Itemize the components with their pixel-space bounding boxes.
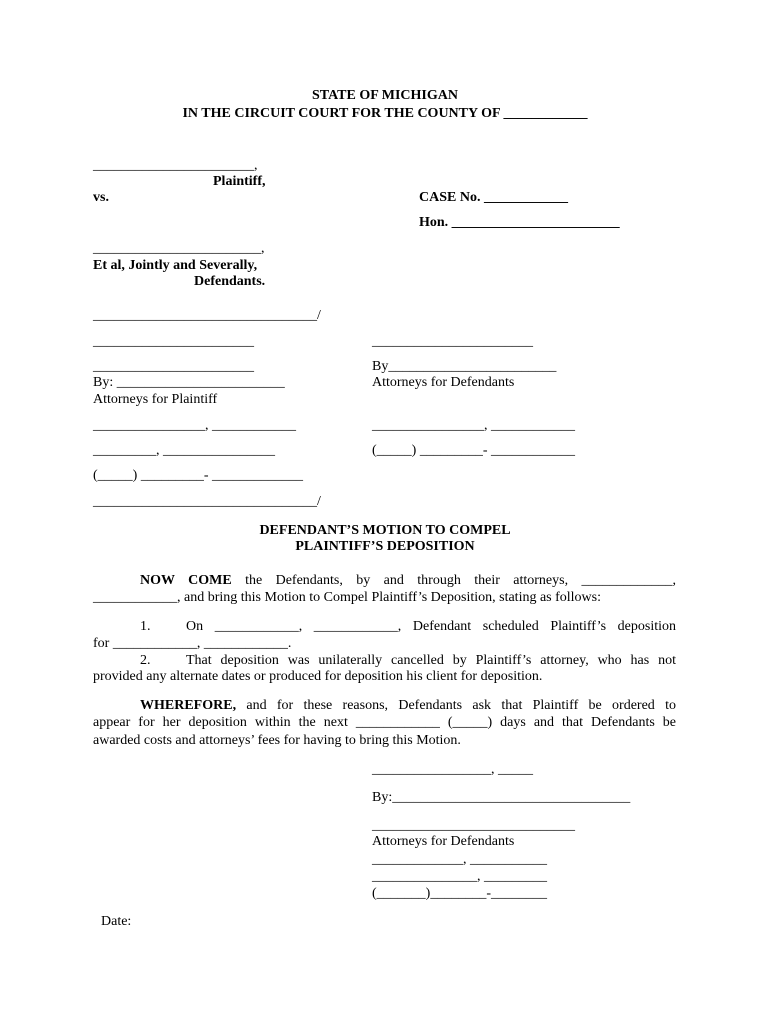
intro-text: the Defendants, by and through their attorneys, _____________, bbox=[231, 573, 676, 588]
signature-name-line: _____________________________ bbox=[372, 818, 575, 833]
signature-address: _____________, ___________ bbox=[372, 852, 547, 867]
motion-title: DEFENDANT’S MOTION TO COMPEL bbox=[259, 523, 511, 538]
defendant-attorney-line: _______________________ bbox=[372, 334, 533, 349]
caption-divider: ________________________________/ bbox=[93, 308, 321, 323]
now-come-label: NOW COME bbox=[140, 573, 232, 588]
signature-city: _______________, _________ bbox=[372, 869, 547, 884]
signature-date-line: _________________, _____ bbox=[372, 762, 533, 777]
case-number: CASE No. ____________ bbox=[419, 190, 568, 205]
date-label: Date: bbox=[101, 914, 132, 929]
judge-name: Hon. ________________________ bbox=[419, 215, 620, 230]
defendants-label: Defendants. bbox=[194, 274, 266, 289]
defendant-name-blank: ________________________, bbox=[93, 241, 265, 256]
plaintiff-name-blank: _______________________, bbox=[93, 158, 258, 173]
plaintiff-attorney-line: _______________________ bbox=[93, 359, 254, 374]
paragraph-number: 1. bbox=[140, 619, 151, 634]
vs-label: vs. bbox=[93, 190, 109, 205]
plaintiff-attorney-by: By: ________________________ bbox=[93, 375, 285, 390]
wherefore-label: WHEREFORE, bbox=[140, 698, 237, 713]
attorney-block-divider: ________________________________/ bbox=[93, 494, 321, 509]
defendant-attorney-address: ________________, ____________ bbox=[372, 418, 575, 433]
motion-subtitle: PLAINTIFF’S DEPOSITION bbox=[295, 539, 475, 554]
defendant-attorney-label: Attorneys for Defendants bbox=[372, 375, 515, 390]
defendant-attorney-by: By________________________ bbox=[372, 359, 557, 374]
intro-paragraph-line: ____________, and bring this Motion to Compel Plaintiff’s Deposition, stating as follows: bbox=[93, 590, 602, 605]
plaintiff-attorney-phone: (_____) _________- _____________ bbox=[93, 468, 303, 483]
paragraph-1-line: On ____________, ____________, Defendant scheduled Plaintiff’s deposition bbox=[186, 619, 676, 634]
defendant-attorney-phone: (_____) _________- ____________ bbox=[372, 443, 575, 458]
wherefore-text: and for these reasons, Defendants ask that Plaintiff be ordered to bbox=[236, 698, 676, 713]
plaintiff-attorney-line: _______________________ bbox=[93, 334, 254, 349]
state-heading: STATE OF MICHIGAN bbox=[312, 88, 458, 103]
paragraph-2-line: That deposition was unilaterally cancelled by Plaintiff’s attorney, who has not bbox=[186, 653, 676, 668]
plaintiff-attorney-city: _________, ________________ bbox=[93, 443, 275, 458]
wherefore-paragraph-line: awarded costs and attorneys’ fees for having to bring this Motion. bbox=[93, 733, 461, 748]
signature-attorney-label: Attorneys for Defendants bbox=[372, 834, 515, 849]
paragraph-number: 2. bbox=[140, 653, 151, 668]
plaintiff-attorney-address: ________________, ____________ bbox=[93, 418, 296, 433]
court-heading: IN THE CIRCUIT COURT FOR THE COUNTY OF ____________ bbox=[182, 106, 588, 121]
signature-by-line: By:__________________________________ bbox=[372, 790, 631, 805]
wherefore-paragraph-line: appear for her deposition within the next ____________ (_____) days and that Defendants be bbox=[93, 715, 676, 730]
plaintiff-attorney-label: Attorneys for Plaintiff bbox=[93, 392, 218, 407]
paragraph-2-line: provided any alternate dates or produced for deposition his client for deposition. bbox=[93, 669, 543, 684]
defendants-et-al: Et al, Jointly and Severally, bbox=[93, 258, 258, 273]
paragraph-1-line: for ____________, ____________. bbox=[93, 636, 292, 651]
plaintiff-label: Plaintiff, bbox=[213, 174, 266, 189]
signature-phone: (_______)________-________ bbox=[372, 886, 547, 901]
